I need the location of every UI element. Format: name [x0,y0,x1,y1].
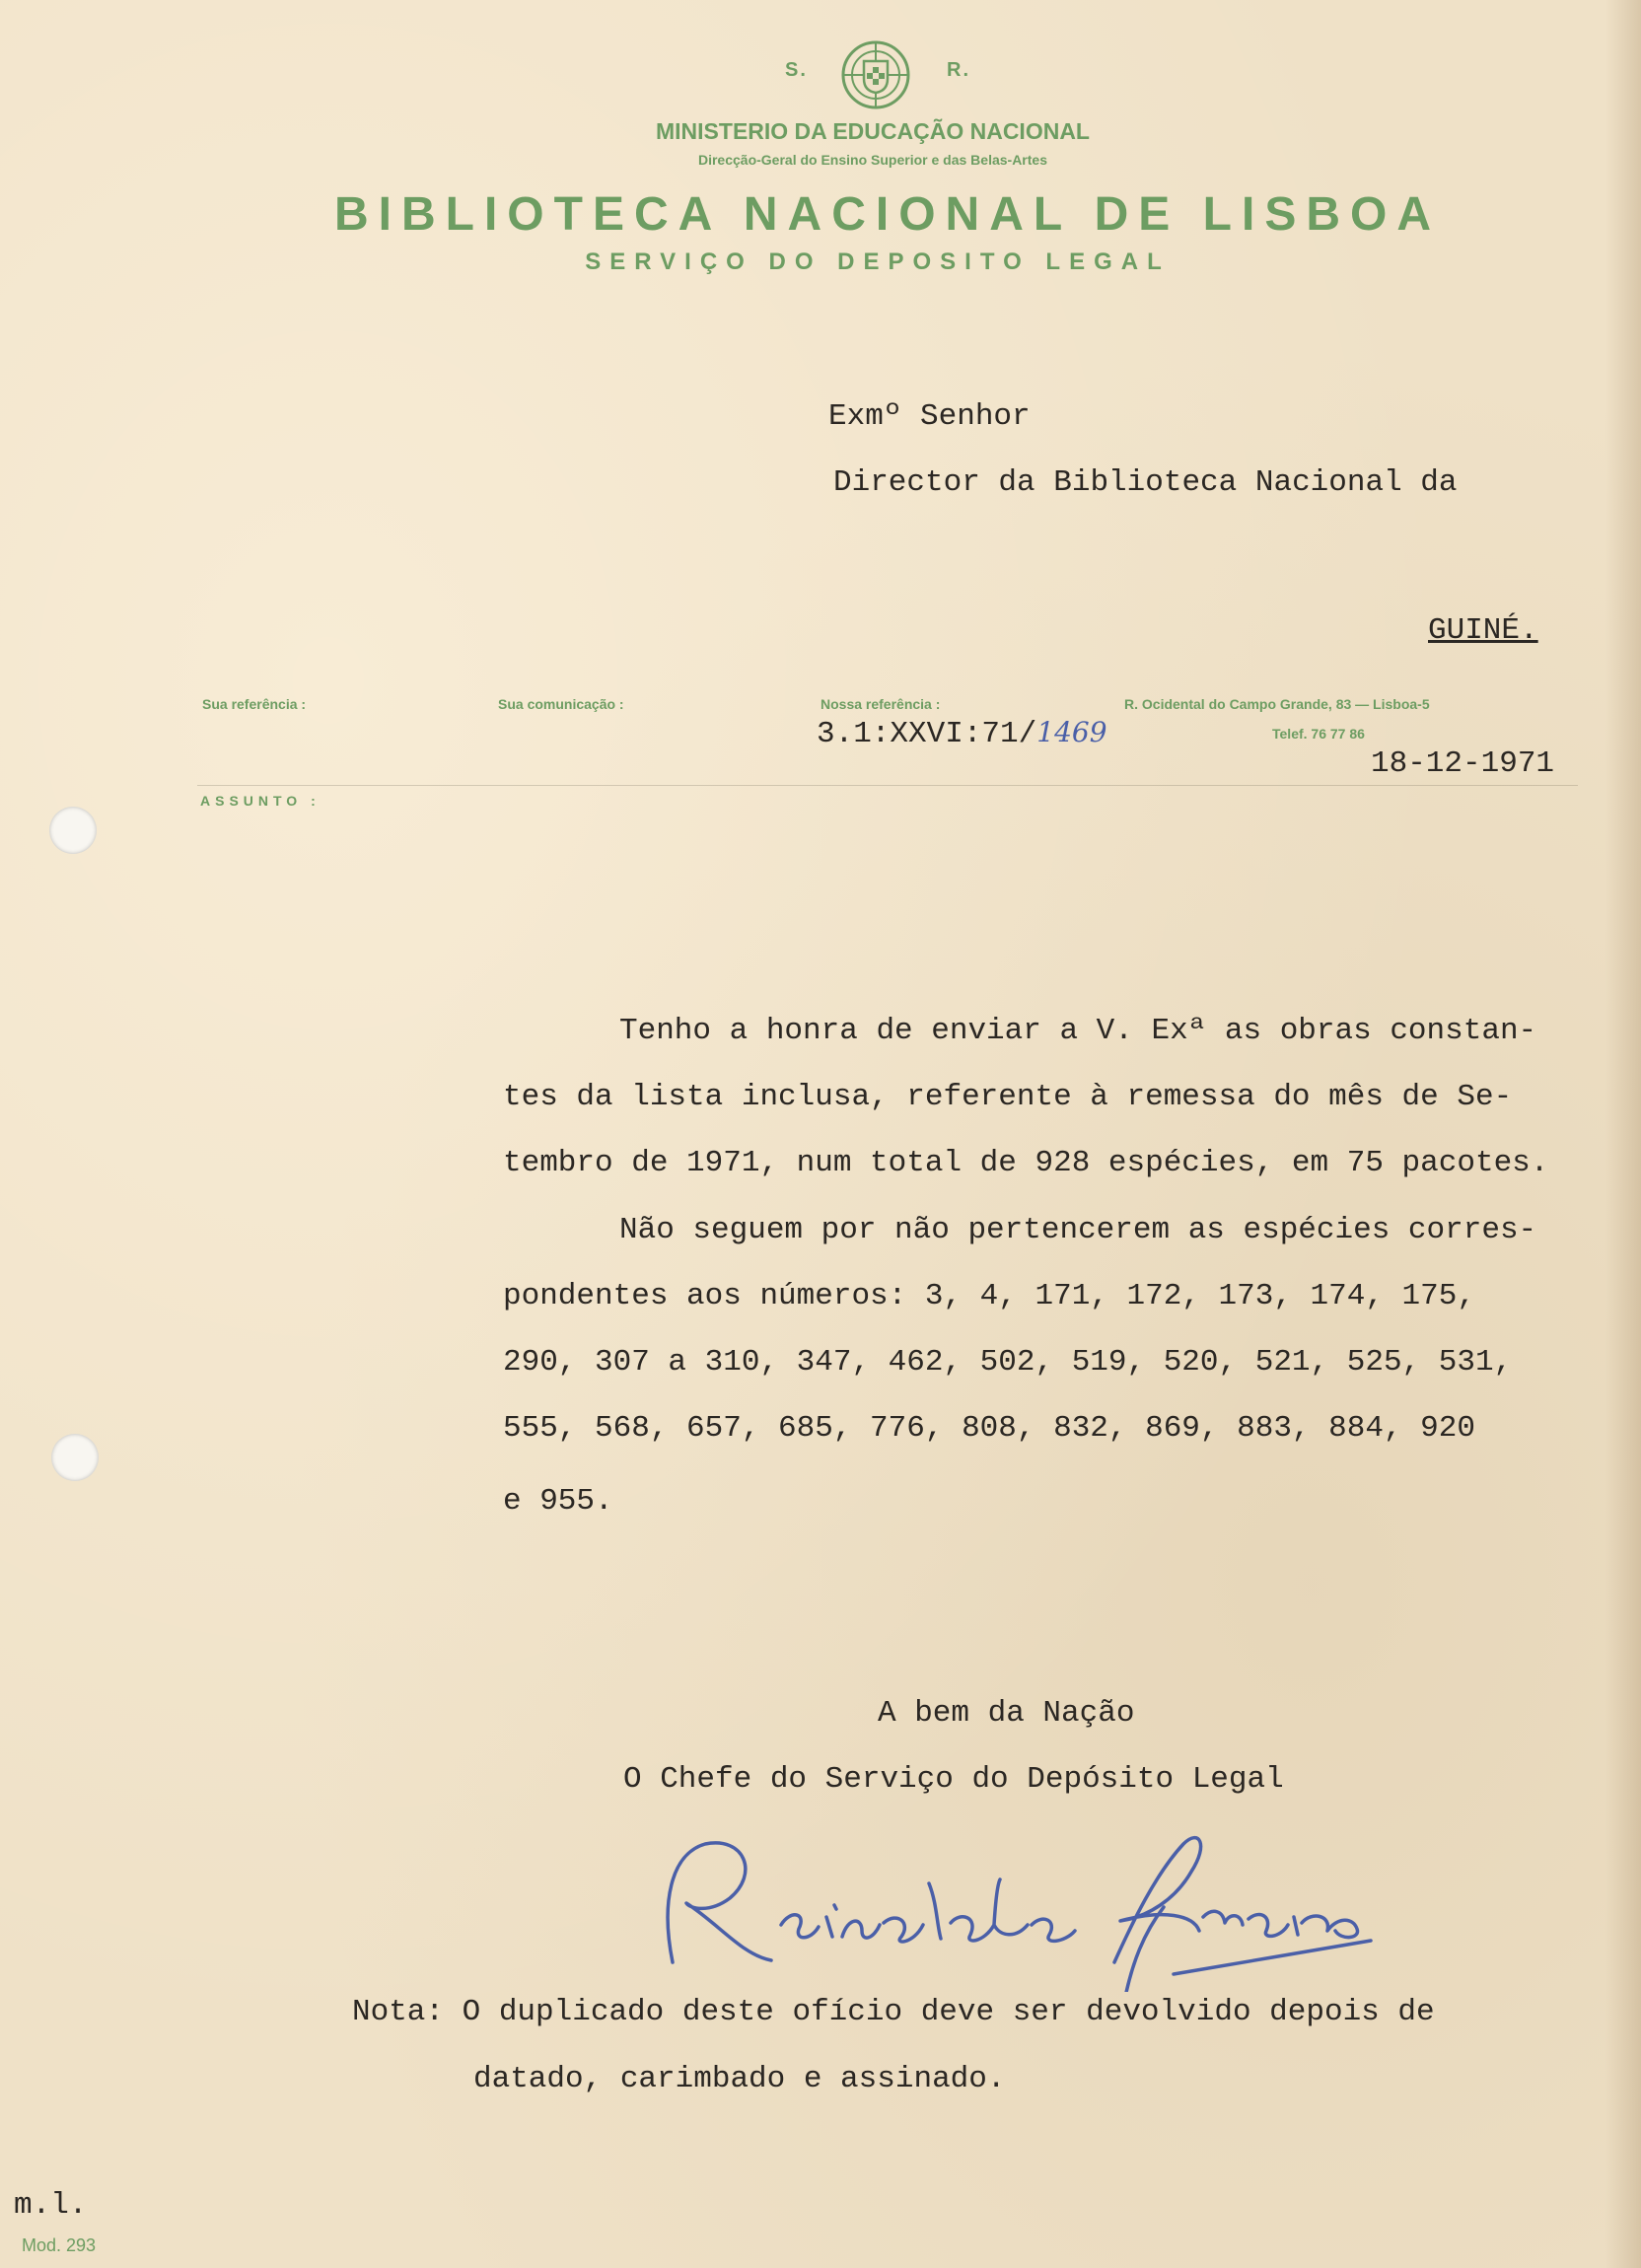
sua-comunicacao-label: Sua comunicação : [498,696,624,712]
address: R. Ocidental do Campo Grande, 83 — Lisboa-5 [1124,696,1430,712]
s-mark: S. [785,59,808,81]
closing-title: O Chefe do Serviço do Depósito Legal [623,1762,1284,1797]
letter-date: 18-12-1971 [1371,746,1555,781]
nota-line-1: Nota: O duplicado deste ofício deve ser devolvido depois de [352,1995,1435,2029]
ministry-name: MINISTERIO DA EDUCAÇÃO NACIONAL [656,118,1090,144]
assunto-label: ASSUNTO : [200,793,321,809]
body-line: pondentes aos números: 3, 4, 171, 172, 173, 174, 175, [503,1279,1475,1313]
reference-typed: 3.1:XXVI:71/ [817,717,1037,751]
body-line: 290, 307 a 310, 347, 462, 502, 519, 520, 521, 525, 531, [503,1345,1513,1380]
reference-handwritten: 1469 [1036,716,1107,748]
addressee-place: GUINÉ. [1428,613,1538,648]
punch-hole-bottom [51,1434,99,1481]
direccao-geral: Direcção-Geral do Ensino Superior e das Belas-Artes [697,152,1047,168]
model-number: Mod. 293 [22,2235,97,2255]
nota-line-2: datado, carimbado e assinado. [473,2062,1006,2096]
nossa-referencia-value [817,716,1107,751]
body-line: Não seguem por não pertencerem as espécies corres- [619,1213,1537,1247]
typist-initials: m.l. [14,2188,88,2223]
handwritten-signature [651,1814,1381,1992]
service-name: SERVIÇO DO DEPOSITO LEGAL [585,248,1171,275]
library-name: BIBLIOTECA NACIONAL DE LISBOA [333,188,1441,241]
paper-edge-shadow [1605,0,1641,2268]
assunto-rule [197,785,1578,786]
telephone: Telef. 76 77 86 [1272,726,1365,742]
body-line: tembro de 1971, num total de 928 espécies, em 75 pacotes. [503,1146,1549,1180]
addressee-line: Director da Biblioteca Nacional da [833,465,1458,500]
r-mark: R. [947,59,970,81]
nossa-referencia-label: Nossa referência : [820,696,941,712]
body-line: tes da lista inclusa, referente à remessa do mês de Se- [503,1080,1513,1114]
closing-phrase: A bem da Nação [878,1696,1135,1731]
body-line: Tenho a honra de enviar a V. Exª as obras constan- [619,1014,1537,1048]
body-line: 555, 568, 657, 685, 776, 808, 832, 869, 883, 884, 920 [503,1411,1475,1446]
body-line: e 955. [503,1484,613,1519]
punch-hole-top [49,807,97,854]
sua-referencia-label: Sua referência : [202,696,307,712]
salutation: Exmº Senhor [828,399,1031,434]
coat-of-arms-icon [840,39,911,110]
